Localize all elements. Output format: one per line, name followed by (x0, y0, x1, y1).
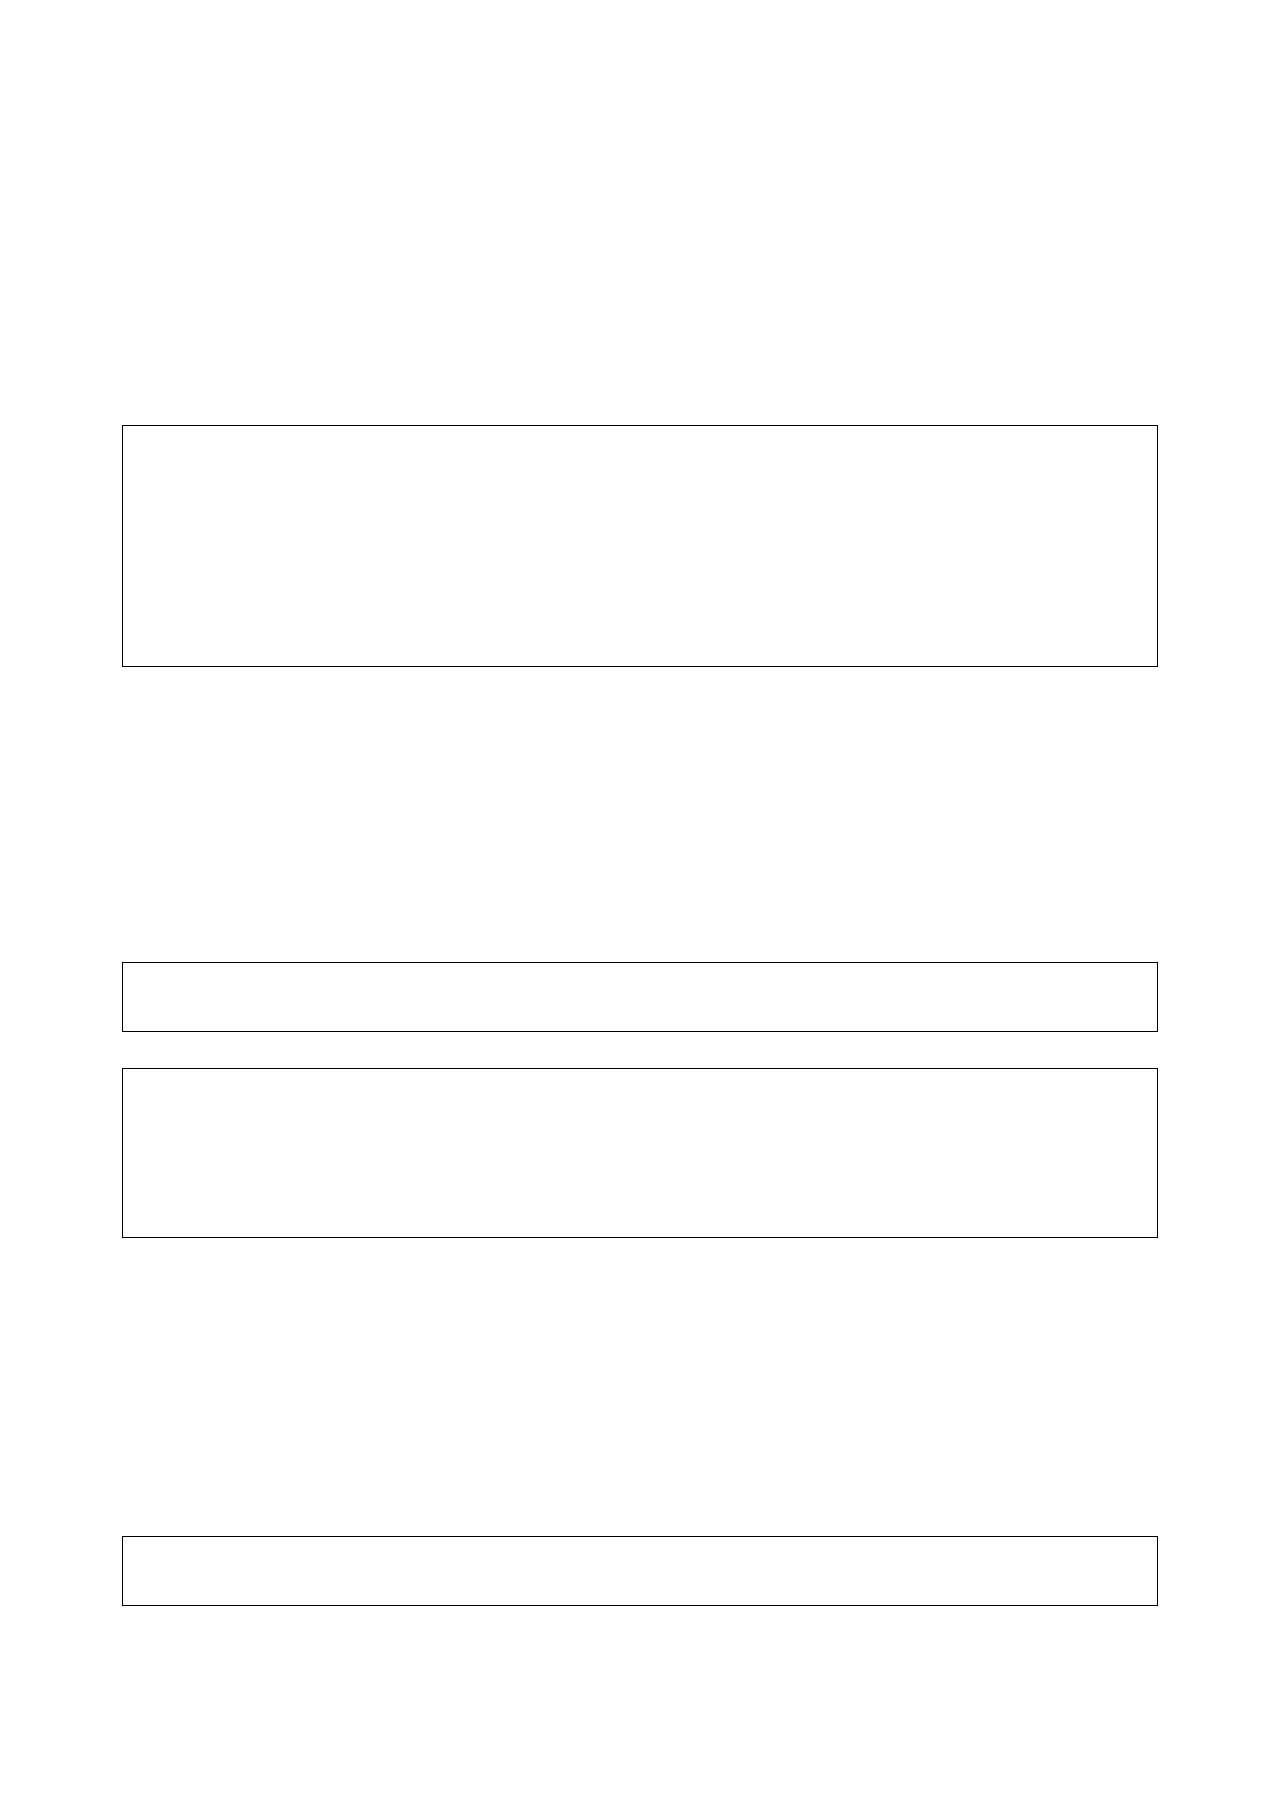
scheme-area-2 (300, 740, 1000, 915)
scheme-area-5 (285, 1285, 1005, 1420)
answer-block-4 (122, 1068, 1158, 1238)
answer-block-1 (122, 425, 1158, 667)
answer-block-6 (122, 1536, 1158, 1606)
scheme-area-1 (240, 165, 1040, 410)
answer-block-3 (122, 962, 1158, 1032)
